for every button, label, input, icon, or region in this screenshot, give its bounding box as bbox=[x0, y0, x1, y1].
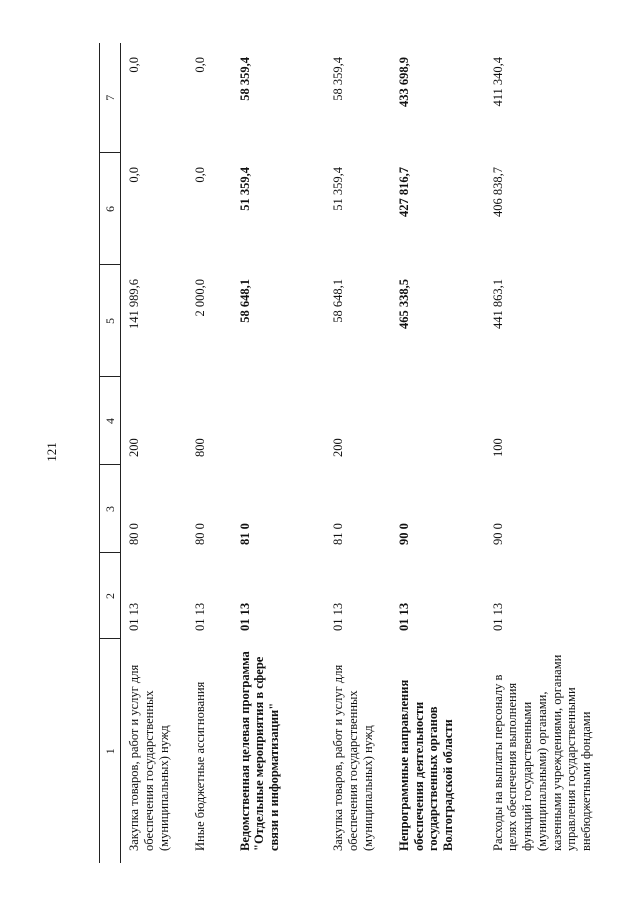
row-type: 100 bbox=[490, 438, 505, 457]
row-article: 80 0 bbox=[127, 523, 141, 545]
row-article: 90 0 bbox=[490, 523, 505, 545]
column-header-5: 5 bbox=[100, 265, 121, 377]
table-row bbox=[121, 43, 187, 863]
row-value-6: 51 359,4 bbox=[331, 167, 346, 211]
row-section: 01 13 bbox=[331, 602, 346, 631]
row-value-7: 58 359,4 bbox=[237, 57, 252, 101]
row-article: 90 0 bbox=[396, 523, 411, 545]
row-section: 01 13 bbox=[237, 602, 252, 631]
budget-table-rotated bbox=[99, 43, 640, 863]
column-header-3: 3 bbox=[100, 465, 121, 553]
column-header-6: 6 bbox=[100, 153, 121, 265]
column-header-7: 7 bbox=[100, 43, 121, 153]
row-name: Закупка товаров, работ и услуг для обеспечения государственных (муниципальных) нужд bbox=[127, 664, 171, 851]
row-value-7: 0,0 bbox=[192, 57, 207, 73]
row-type bbox=[232, 377, 326, 465]
header-row bbox=[100, 43, 121, 863]
row-section: 01 13 bbox=[127, 602, 141, 631]
row-type bbox=[391, 377, 485, 465]
row-value-5: 58 648,1 bbox=[237, 279, 252, 323]
row-value-6: 0,0 bbox=[192, 167, 207, 183]
row-name: Закупка товаров, работ и услуг для обеспечения государственных (муниципальных) нужд bbox=[331, 664, 375, 851]
budget-table bbox=[99, 43, 640, 863]
row-type: 800 bbox=[192, 438, 207, 457]
row-article: 81 0 bbox=[237, 523, 252, 545]
row-value-7: 433 698,9 bbox=[396, 57, 411, 107]
row-article: 81 0 bbox=[331, 523, 346, 545]
column-header-4: 4 bbox=[100, 377, 121, 465]
table-row bbox=[485, 43, 640, 863]
row-value-7: 0,0 bbox=[127, 57, 141, 73]
row-value-5: 441 863,1 bbox=[490, 279, 505, 329]
row-name: Непрограммные направления обеспечения деятельности государственных органов Волгоградской области bbox=[396, 679, 456, 851]
row-article: 80 0 bbox=[192, 523, 207, 545]
row-value-7: 58 359,4 bbox=[331, 57, 346, 101]
row-section: 01 13 bbox=[192, 602, 207, 631]
row-type: 200 bbox=[127, 438, 141, 457]
row-value-6: 0,0 bbox=[127, 167, 141, 183]
row-name: Расходы на выплаты персоналу в целях обеспечения выполнения функций государственными (муниципальными) органами, казенными учреждениями, органами управления государственными внебюджетными фондами bbox=[490, 654, 594, 851]
row-section: 01 13 bbox=[396, 602, 411, 631]
table-row bbox=[232, 43, 326, 863]
column-header-1: 1 bbox=[100, 639, 121, 863]
row-section: 01 13 bbox=[490, 602, 505, 631]
row-value-6: 51 359,4 bbox=[237, 167, 252, 211]
row-value-6: 427 816,7 bbox=[396, 167, 411, 217]
table-row bbox=[325, 43, 391, 863]
row-value-5: 141 989,6 bbox=[127, 279, 141, 329]
row-name: Иные бюджетные ассигнования bbox=[192, 681, 207, 851]
row-value-6: 406 838,7 bbox=[490, 167, 505, 217]
row-value-5: 465 338,5 bbox=[396, 279, 411, 329]
row-value-7: 411 340,4 bbox=[490, 57, 505, 107]
row-name: Ведомственная целевая программа "Отдельные мероприятия в сфере связи и информатизации" bbox=[237, 651, 282, 851]
table-row bbox=[391, 43, 485, 863]
row-value-5: 2 000,0 bbox=[192, 279, 207, 317]
page-number: 121 bbox=[44, 442, 59, 462]
column-header-2: 2 bbox=[100, 553, 121, 639]
table-row bbox=[187, 43, 232, 863]
row-type: 200 bbox=[331, 438, 346, 457]
row-value-5: 58 648,1 bbox=[331, 279, 346, 323]
